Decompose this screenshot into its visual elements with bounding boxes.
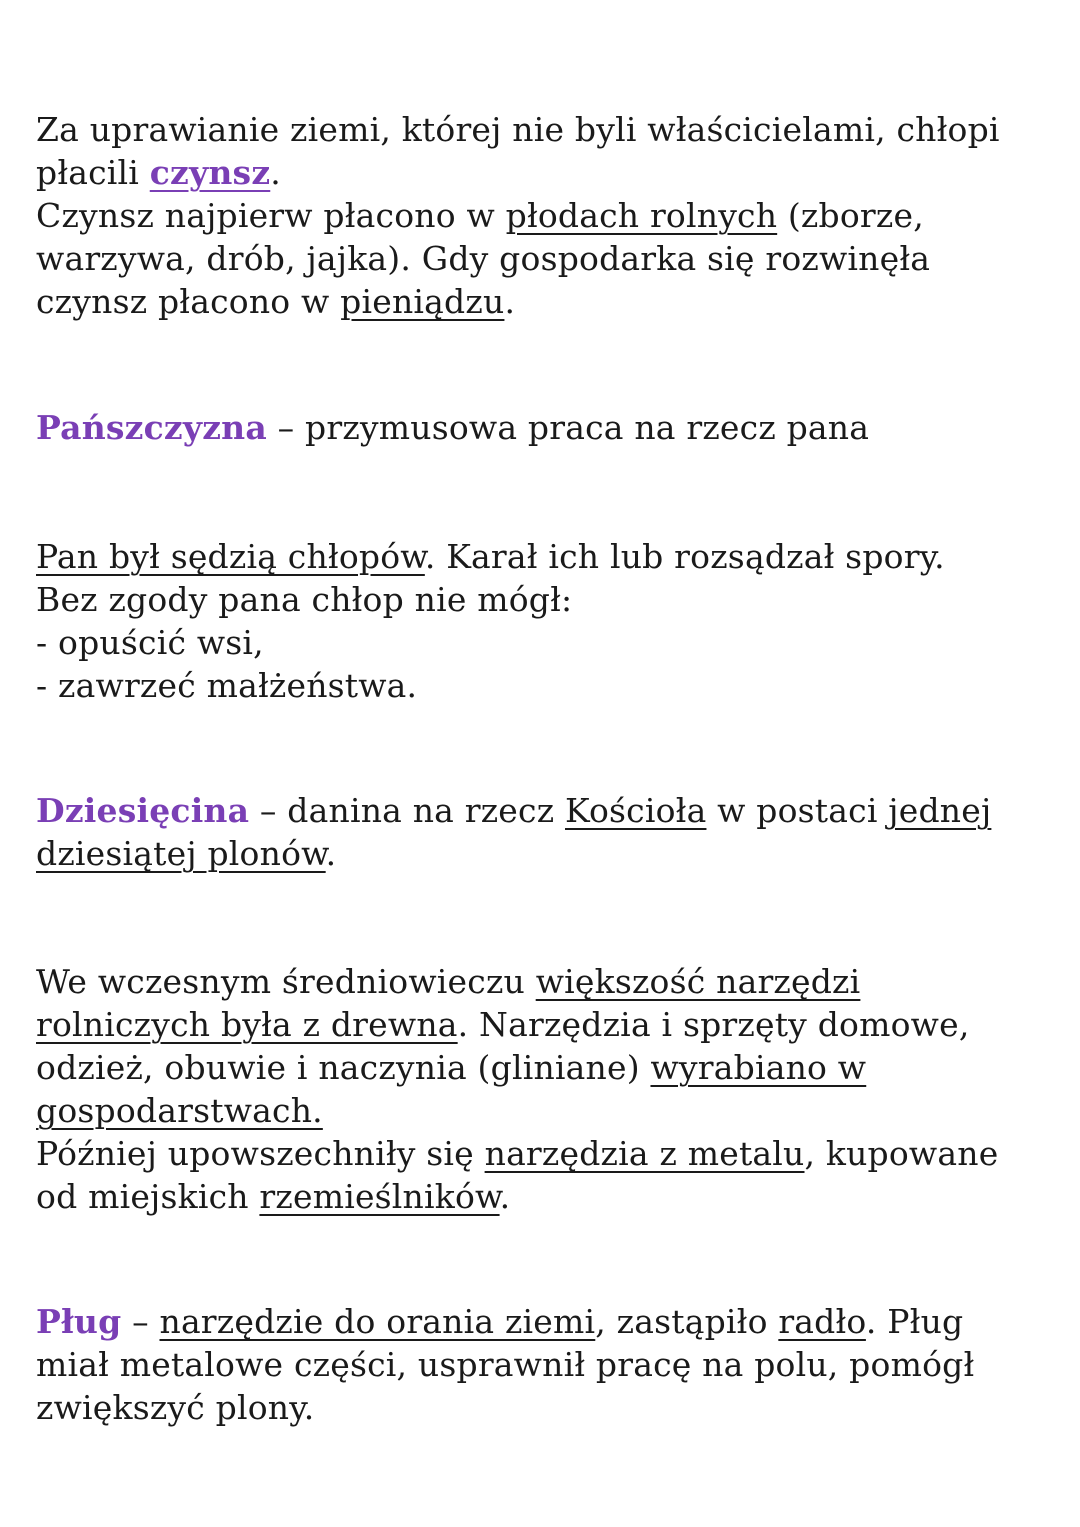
underlined-phrase: pieniądzu: [340, 282, 505, 321]
text-line: [36, 1300, 1056, 1343]
text-segment: We wczesnym średniowieczu: [36, 962, 536, 1001]
text-line: [36, 578, 1056, 621]
text-segment: odzież, obuwie i naczynia (gliniane): [36, 1048, 651, 1087]
underlined-phrase: rolniczych była z drewna: [36, 1005, 458, 1044]
text-segment: .: [325, 834, 337, 873]
underlined-phrase: Pan był sędzią chłopów: [36, 537, 425, 576]
text-segment: Później upowszechniły się: [36, 1134, 485, 1173]
text-line: [36, 237, 1056, 280]
list-item: [36, 664, 1056, 707]
underlined-phrase: radło: [778, 1302, 866, 1341]
text-segment: - opuścić wsi,: [36, 623, 264, 662]
text-segment: czynsz płacono w: [36, 282, 341, 321]
underlined-phrase: narzędzie do orania ziemi: [159, 1302, 596, 1341]
text-line: [36, 1132, 1056, 1175]
underlined-phrase: narzędzia z metalu: [484, 1134, 805, 1173]
paragraph-plug: [36, 1300, 1056, 1429]
underlined-phrase: jednej: [888, 791, 992, 830]
underlined-phrase: płodach rolnych: [505, 196, 778, 235]
underlined-phrase: dziesiątej plonów: [36, 834, 326, 873]
term-czynsz: czynsz: [149, 153, 271, 192]
text-segment: od miejskich: [36, 1177, 260, 1216]
text-segment: – danina na rzecz: [249, 791, 565, 830]
text-segment: .: [270, 153, 281, 192]
term-plug: Pług: [36, 1302, 122, 1341]
text-line: [36, 1386, 1056, 1429]
text-line: [36, 194, 1056, 237]
text-segment: Za uprawianie ziemi, której nie byli właścicielami, chłopi: [36, 110, 1000, 149]
underlined-phrase: Kościoła: [565, 791, 707, 830]
text-segment: –: [121, 1302, 160, 1341]
term-panszczyzna: Pańszczyzna: [36, 408, 267, 447]
underlined-phrase: wyrabiano w: [650, 1048, 867, 1087]
text-segment: miał metalowe części, usprawnił pracę na polu, pomógł: [36, 1345, 975, 1384]
text-line: [36, 789, 1056, 832]
text-segment: , zastąpiło: [595, 1302, 779, 1341]
text-segment: .: [499, 1177, 511, 1216]
text-segment: . Karał ich lub rozsądzał spory.: [424, 537, 945, 576]
text-line: [36, 108, 1056, 151]
text-line: [36, 1175, 1056, 1218]
text-line: [36, 832, 1056, 875]
text-segment: , kupowane: [804, 1134, 999, 1173]
text-segment: zwiększyć plony.: [36, 1388, 315, 1427]
text-line: [36, 1089, 1056, 1132]
text-segment: warzywa, drób, jajka). Gdy gospodarka się rozwinęła: [36, 239, 931, 278]
text-segment: Bez zgody pana chłop nie mógł:: [36, 580, 573, 619]
paragraph-dziesiecina: [36, 789, 1056, 875]
text-line: [36, 960, 1056, 1003]
list-item: [36, 621, 1056, 664]
paragraph-panszczyzna: [36, 406, 1056, 449]
underlined-phrase: rzemieślników: [259, 1177, 500, 1216]
paragraph-sedzia: [36, 535, 1056, 707]
text-segment: . Pług: [865, 1302, 964, 1341]
text-line: [36, 1046, 1056, 1089]
text-line: [36, 1343, 1056, 1386]
term-dziesiecina: Dziesięcina: [36, 791, 250, 830]
text-segment: Czynsz najpierw płacono w: [36, 196, 506, 235]
text-line: [36, 406, 1056, 449]
paragraph-narzedzia: [36, 960, 1056, 1218]
text-segment: (zborze,: [777, 196, 924, 235]
text-line: [36, 535, 1056, 578]
text-segment: płacili: [36, 153, 150, 192]
definition-text: – przymusowa praca na rzecz pana: [266, 408, 870, 447]
underlined-phrase: gospodarstwach.: [36, 1091, 323, 1130]
text-segment: w postaci: [706, 791, 889, 830]
text-segment: . Narzędzia i sprzęty domowe,: [457, 1005, 970, 1044]
paragraph-czynsz: [36, 108, 1056, 323]
text-segment: .: [504, 282, 516, 321]
text-line: [36, 151, 1056, 194]
text-segment: - zawrzeć małżeństwa.: [36, 666, 418, 705]
text-line: [36, 280, 1056, 323]
underlined-phrase: większość narzędzi: [535, 962, 861, 1001]
text-line: [36, 1003, 1056, 1046]
